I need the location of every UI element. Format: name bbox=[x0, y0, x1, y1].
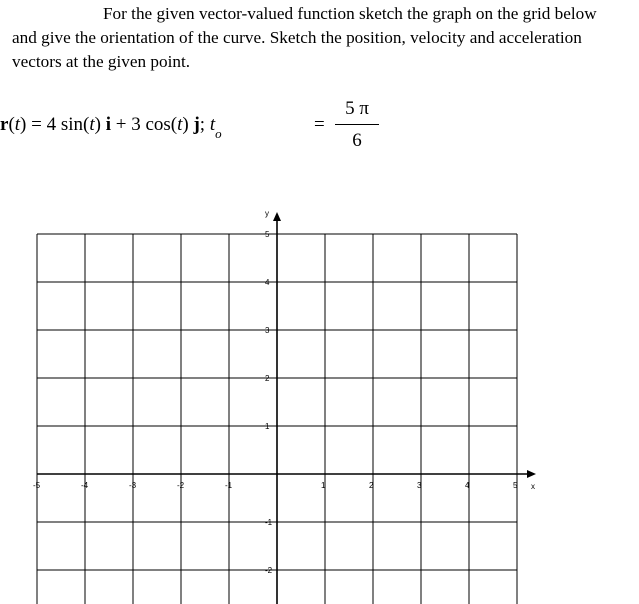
t-var-1: t bbox=[14, 114, 21, 135]
t0-fraction bbox=[335, 96, 379, 154]
y-tick-label: -2 bbox=[265, 566, 273, 575]
axes bbox=[37, 212, 536, 604]
formula-semicolon: ; bbox=[199, 114, 210, 135]
y-tick-label: 1 bbox=[265, 422, 270, 431]
y-tick-label: 2 bbox=[265, 374, 270, 383]
t-var-2: t bbox=[89, 114, 95, 135]
coordinate-grid bbox=[0, 200, 639, 604]
x-tick-label: -1 bbox=[225, 481, 233, 490]
t0-var: t bbox=[209, 114, 216, 135]
y-tick-label: 3 bbox=[265, 326, 270, 335]
formula-after-sin: ) bbox=[94, 114, 106, 135]
x-tick-label: 5 bbox=[513, 481, 518, 490]
x-tick-label: -5 bbox=[33, 481, 41, 490]
x-tick-label: 4 bbox=[465, 481, 470, 490]
y-axis-label: y bbox=[265, 209, 269, 218]
fraction-bar bbox=[335, 124, 379, 125]
problem-line-2: and give the orientation of the curve. Sketch the position, velocity and acceleration bbox=[12, 28, 582, 47]
x-tick-label: -4 bbox=[81, 481, 89, 490]
formula-expression bbox=[0, 114, 222, 141]
x-tick-label: -3 bbox=[129, 481, 137, 490]
x-tick-label: 1 bbox=[321, 481, 326, 490]
formula-x-component: ) = 4 sin( bbox=[20, 114, 90, 135]
x-axis-label: x bbox=[531, 482, 535, 491]
y-tick-label: 5 bbox=[265, 230, 270, 239]
formula-after-cos: ) bbox=[182, 114, 194, 135]
formula-equals: = bbox=[314, 114, 325, 135]
x-tick-label: 2 bbox=[369, 481, 374, 490]
j-unit-vector: j bbox=[193, 114, 200, 135]
y-tick-label: -1 bbox=[265, 518, 273, 527]
grid-svg[interactable] bbox=[0, 200, 639, 604]
t0-subscript: o bbox=[215, 126, 222, 141]
x-tick-label: -2 bbox=[177, 481, 185, 490]
problem-line-1: For the given vector-valued function sketch the graph on the grid below bbox=[103, 4, 597, 23]
fraction-numerator: 5 π bbox=[345, 98, 369, 119]
fraction-denominator: 6 bbox=[352, 130, 362, 151]
problem-statement bbox=[12, 2, 638, 74]
t-var-3: t bbox=[177, 114, 183, 135]
x-tick-label: 3 bbox=[417, 481, 422, 490]
formula-paren-open: ( bbox=[8, 114, 15, 135]
tick-labels bbox=[33, 209, 535, 575]
y-tick-label: 4 bbox=[265, 278, 270, 287]
y-axis-arrow bbox=[273, 212, 281, 221]
formula-y-component: + 3 cos( bbox=[110, 114, 178, 135]
problem-line-3: vectors at the given point. bbox=[12, 52, 191, 71]
r-symbol: r bbox=[0, 114, 9, 135]
i-unit-vector: i bbox=[105, 114, 111, 135]
x-axis-arrow bbox=[527, 470, 536, 478]
